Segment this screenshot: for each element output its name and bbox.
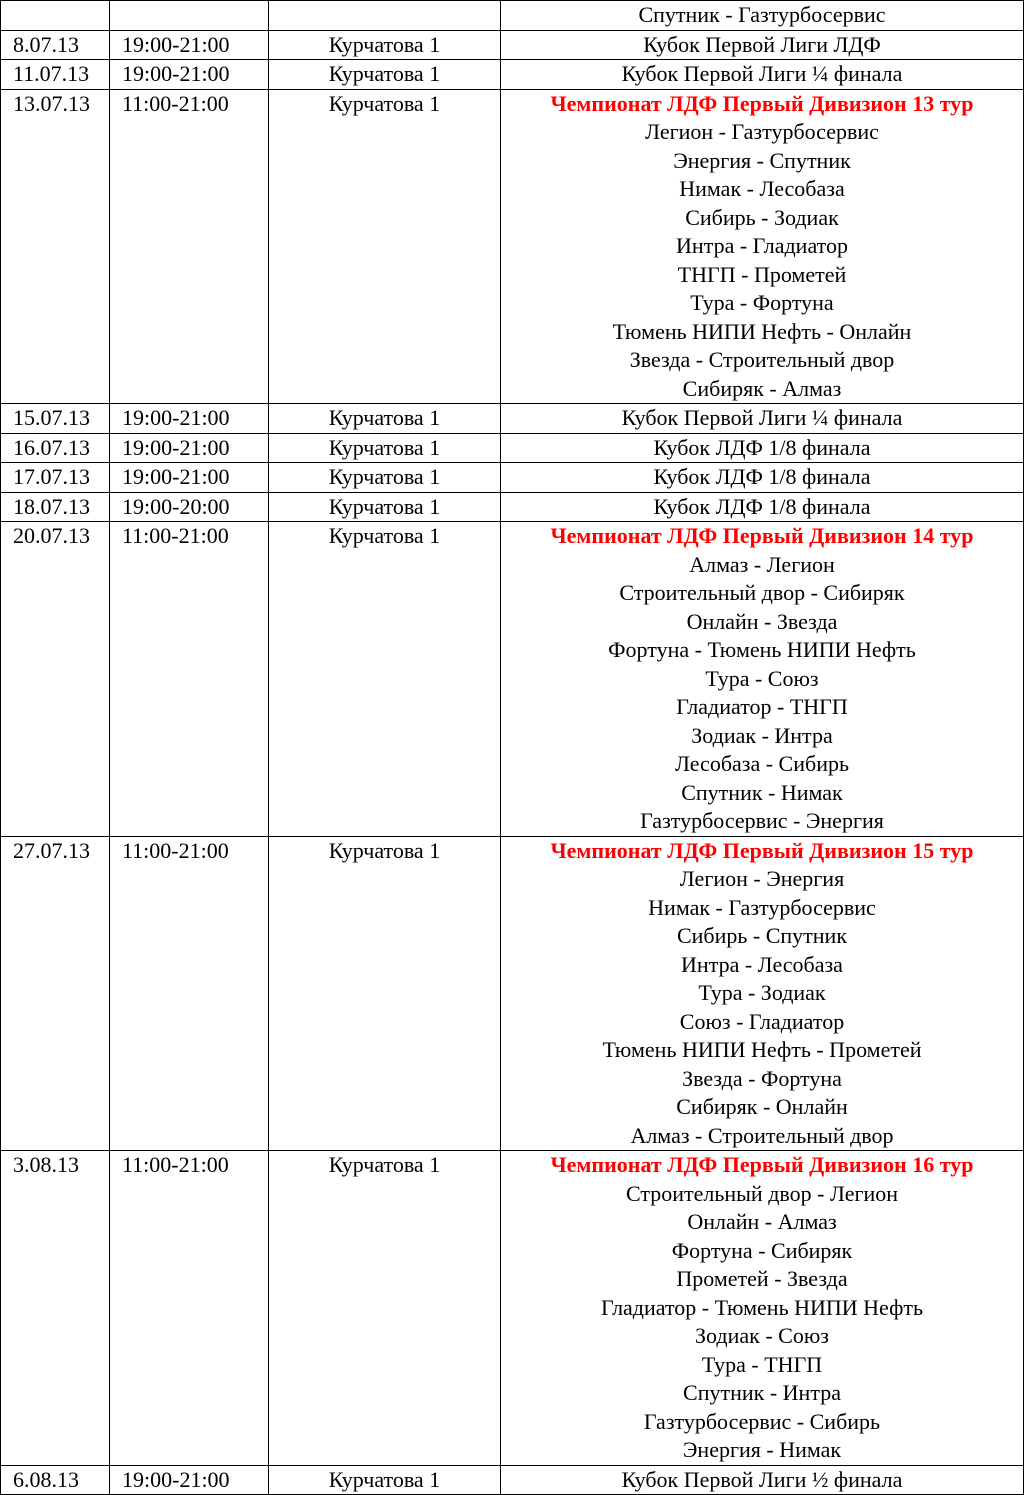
event-cell: [501, 404, 1024, 434]
match-pairing: Сибиряк - Алмаз: [682, 375, 842, 401]
match-pairing: Гладиатор - Тюмень НИПИ Нефть: [601, 1294, 923, 1320]
venue-cell: Курчатова 1: [269, 60, 501, 90]
event-description: Кубок Первой Лиги ¼ финала: [621, 405, 903, 430]
table-row: [1, 463, 1024, 493]
match-pairing: Звезда - Фортуна: [682, 1065, 842, 1091]
table-row: [1, 404, 1024, 434]
table-row: [1, 1465, 1024, 1495]
event-cell: [501, 522, 1024, 837]
time-cell: 19:00-21:00: [110, 60, 269, 90]
match-pairing: Тюмень НИПИ Нефть - Прометей: [602, 1037, 922, 1062]
table-row: [1, 522, 1024, 837]
match-pairing: Лесобаза - Сибирь: [674, 751, 850, 776]
event-description: Кубок Первой Лиги ½ финала: [621, 1466, 903, 1492]
championship-round-title: Чемпионат ЛДФ Первый Дивизион 13 тур: [550, 90, 974, 116]
table-row: [1, 30, 1024, 60]
match-pairing: Спутник - Нимак: [681, 779, 843, 805]
table-row: [1, 1, 1024, 31]
event-cell: [501, 89, 1024, 404]
time-cell: 11:00-21:00: [110, 836, 269, 1151]
time-cell: 19:00-21:00: [110, 30, 269, 60]
date-cell: 16.07.13: [1, 433, 110, 463]
match-pairing: Легион - Газтурбосервис: [645, 119, 879, 144]
match-pairing: Газтурбосервис - Сибирь: [643, 1408, 881, 1434]
event-cell: [501, 1151, 1024, 1466]
match-pairing: Интра - Лесобаза: [681, 951, 843, 977]
match-pairing: Зодиак - Интра: [691, 722, 833, 748]
match-pairing: Звезда - Строительный двор: [629, 347, 895, 372]
date-cell: 20.07.13: [1, 522, 110, 837]
match-pairing: Тура - Фортуна: [690, 290, 834, 315]
match-pairing: Онлайн - Звезда: [686, 608, 838, 634]
match-pairing: Гладиатор - ТНГП: [676, 694, 848, 719]
date-cell: 13.07.13: [1, 89, 110, 404]
time-cell: 11:00-21:00: [110, 89, 269, 404]
event-cell: [501, 433, 1024, 463]
date-cell: 11.07.13: [1, 60, 110, 90]
match-pairing: Газтурбосервис - Энергия: [640, 808, 884, 833]
table-row: [1, 89, 1024, 404]
venue-cell: Курчатова 1: [269, 836, 501, 1151]
event-cell: [501, 836, 1024, 1151]
date-cell: [1, 1, 110, 31]
event-cell: [501, 60, 1024, 90]
venue-cell: Курчатова 1: [269, 522, 501, 837]
event-description: Кубок ЛДФ 1/8 финала: [653, 493, 871, 519]
match-pairing: Сибиряк - Онлайн: [676, 1094, 848, 1119]
championship-round-title: Чемпионат ЛДФ Первый Дивизион 14 тур: [550, 523, 974, 548]
date-cell: 3.08.13: [1, 1151, 110, 1466]
championship-round-title: Чемпионат ЛДФ Первый Дивизион 15 тур: [550, 837, 974, 863]
venue-cell: Курчатова 1: [269, 89, 501, 404]
match-pairing: Алмаз - Легион: [689, 551, 835, 577]
match-pairing: Тура - Союз: [705, 665, 819, 691]
match-pairing: Тура - ТНГП: [701, 1351, 823, 1377]
time-cell: [110, 1, 269, 31]
match-pairing: Алмаз - Строительный двор: [630, 1122, 894, 1148]
match-pairing: Строительный двор - Сибиряк: [619, 580, 905, 605]
match-pairing: Легион - Энергия: [679, 866, 845, 891]
time-cell: 19:00-21:00: [110, 463, 269, 493]
match-pairing: Зодиак - Союз: [695, 1323, 829, 1348]
date-cell: 17.07.13: [1, 463, 110, 493]
time-cell: 19:00-21:00: [110, 1465, 269, 1495]
match-pairing: Сибирь - Зодиак: [685, 204, 839, 230]
venue-cell: Курчатова 1: [269, 1465, 501, 1495]
date-cell: 15.07.13: [1, 404, 110, 434]
event-cell: [501, 1465, 1024, 1495]
venue-cell: Курчатова 1: [269, 433, 501, 463]
table-row: [1, 1151, 1024, 1466]
match-pairing: Онлайн - Алмаз: [687, 1209, 837, 1234]
venue-cell: [269, 1, 501, 31]
venue-cell: Курчатова 1: [269, 463, 501, 493]
time-cell: 19:00-21:00: [110, 404, 269, 434]
match-pairing: Фортуна - Тюмень НИПИ Нефть: [608, 637, 916, 662]
event-description: Кубок ЛДФ 1/8 финала: [653, 434, 871, 460]
schedule-body: [1, 1, 1024, 1495]
date-cell: 6.08.13: [1, 1465, 110, 1495]
table-row: [1, 433, 1024, 463]
event-cell: [501, 492, 1024, 522]
match-pairing: Нимак - Лесобаза: [679, 176, 845, 201]
match-pairing: Спутник - Интра: [683, 1380, 841, 1405]
venue-cell: Курчатова 1: [269, 492, 501, 522]
match-pairing: Прометей - Звезда: [676, 1266, 848, 1291]
event-description: Спутник - Газтурбосервис: [638, 2, 886, 27]
time-cell: 11:00-21:00: [110, 522, 269, 837]
time-cell: 11:00-21:00: [110, 1151, 269, 1466]
match-pairing: Сибирь - Спутник: [676, 923, 848, 948]
table-row: [1, 836, 1024, 1151]
match-pairing: Тура - Зодиак: [698, 980, 826, 1005]
time-cell: 19:00-20:00: [110, 492, 269, 522]
match-pairing: Союз - Гладиатор: [679, 1008, 845, 1034]
table-row: [1, 60, 1024, 90]
table-row: [1, 492, 1024, 522]
event-description: Кубок Первой Лиги ЛДФ: [643, 31, 881, 57]
match-pairing: Энергия - Нимак: [682, 1437, 842, 1462]
match-pairing: Нимак - Газтурбосервис: [648, 894, 876, 920]
event-cell: [501, 1, 1024, 31]
match-pairing: Интра - Гладиатор: [676, 233, 848, 258]
date-cell: 8.07.13: [1, 30, 110, 60]
match-pairing: Тюмень НИПИ Нефть - Онлайн: [612, 318, 912, 344]
event-cell: [501, 463, 1024, 493]
date-cell: 18.07.13: [1, 492, 110, 522]
match-pairing: Строительный двор - Легион: [625, 1180, 899, 1206]
venue-cell: Курчатова 1: [269, 1151, 501, 1466]
venue-cell: Курчатова 1: [269, 404, 501, 434]
date-cell: 27.07.13: [1, 836, 110, 1151]
match-pairing: ТНГП - Прометей: [677, 261, 847, 287]
event-description: Кубок Первой Лиги ¼ финала: [621, 61, 903, 86]
event-description: Кубок ЛДФ 1/8 финала: [653, 464, 871, 489]
event-cell: [501, 30, 1024, 60]
venue-cell: Курчатова 1: [269, 30, 501, 60]
match-pairing: Энергия - Спутник: [673, 147, 851, 173]
championship-round-title: Чемпионат ЛДФ Первый Дивизион 16 тур: [550, 1152, 974, 1177]
time-cell: 19:00-21:00: [110, 433, 269, 463]
match-pairing: Фортуна - Сибиряк: [671, 1237, 853, 1263]
